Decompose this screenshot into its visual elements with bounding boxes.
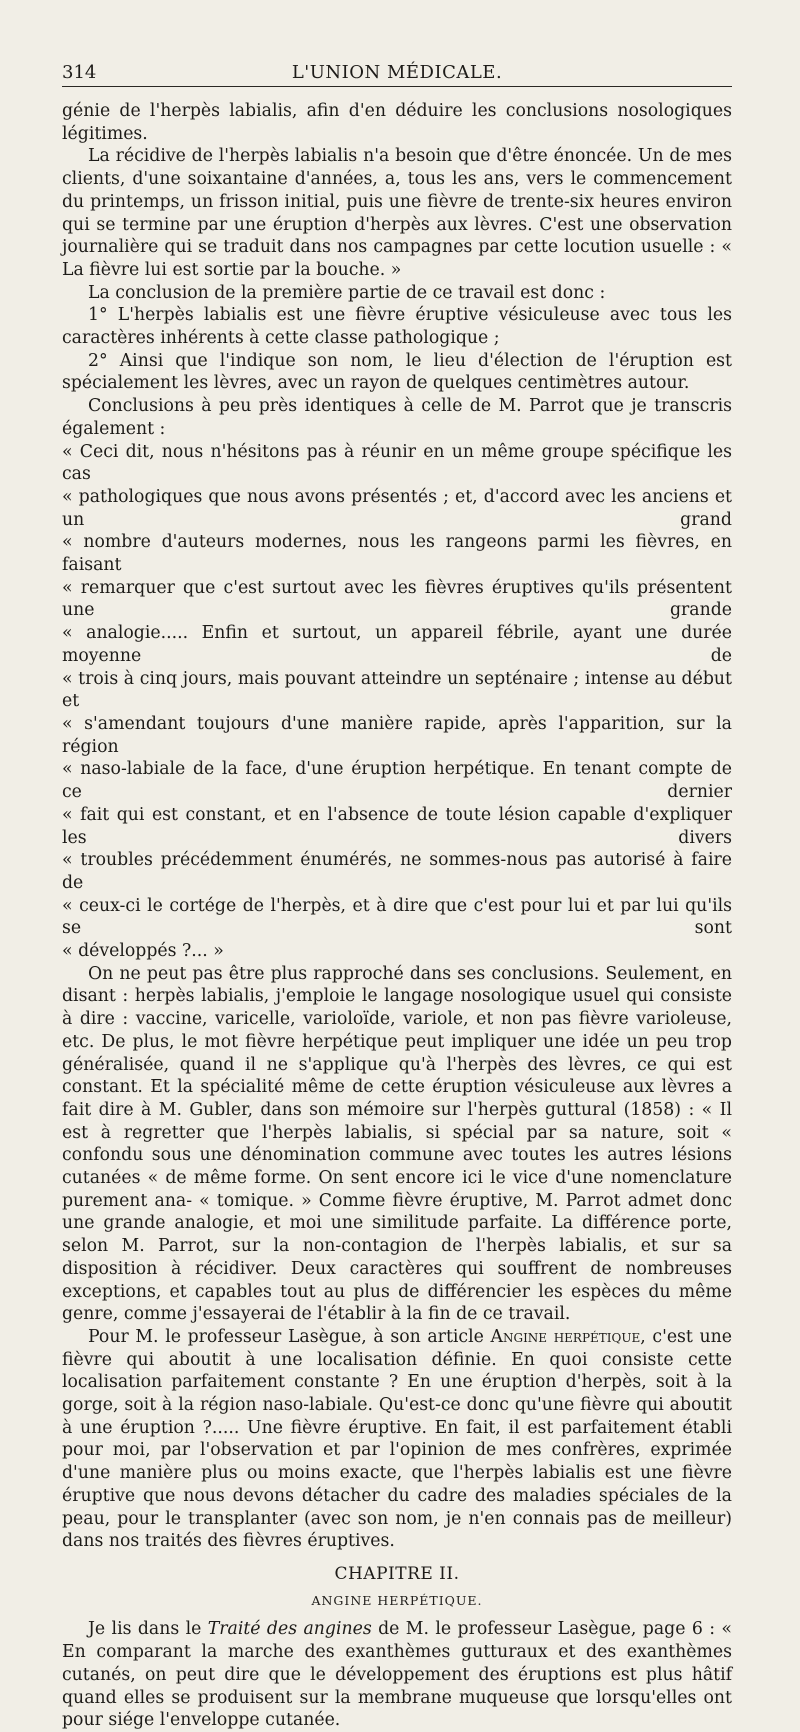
paragraph: On ne peut pas être plus rapproché dans ses conclusions. Seulement, en disant : herpès labialis, j'emploie le langage nosologique usuel qui consiste à dire : vaccine, varicelle, varioloïde, variole, et non pas fièvre varioleuse, etc. De plus, le mot fièvre herpétique peut impliquer une idée un peu trop généralisée, quand il ne s'applique qu'à l'herpès des lèvres, ce qui est constant. Et la spécialité même de cette éruption vésiculeuse aux lèvres a fait dire à M. Gubler, dans son mémoire sur l'herpès guttural (1858) : « Il est à regretter que l'herpès labialis, si spécial par sa nature, soit « confondu sous une dénomination commune avec toutes les autres lésions cutanées « de même forme. On sent encore ici le vice d'une nomenclature purement ana- « tomique. » Comme fièvre éruptive, M. Parrot admet donc une grande analogie, et moi une similitude parfaite. La différence porte, selon M. Parrot, sur la non-contagion de l'herpès labialis, et sur sa disposition à récidiver. Deux caractères qui souffrent de nombreuses exceptions, et capables tout au plus de différencier les espèces du même genre, comme j'essayerai de l'établir à la fin de ce travail. — [62, 963, 732, 1325]
quote-line: « Ceci dit, nous n'hésitons pas à réunir en un même groupe spécifique les cas — [62, 441, 732, 485]
running-title: L'UNION MÉDICALE. — [291, 62, 503, 83]
paragraph: La récidive de l'herpès labialis n'a besoin que d'être énoncée. Un de mes clients, d'une soixantaine d'années, a, tous les ans, vers le commencement du printemps, un frisson initial, puis une fièvre de trente-six heures environ qui se termine par une éruption d'herpès aux lèvres. C'est une observation journalière qui se traduit dans nos campagnes par cette locution usuelle : « La fièvre lui est sortie par la bouche. » — [62, 146, 732, 280]
quote-line: « troubles précédemment énumérés, ne sommes-nous pas autorisé à faire de — [62, 850, 732, 893]
quote-line: « trois à cinq jours, mais pouvant atteindre un septénaire ; intense au début et — [62, 668, 732, 712]
parrot-quotation — [62, 441, 732, 963]
running-header — [62, 58, 732, 87]
quote-line: « analogie..... Enfin et surtout, un appareil fébrile, ayant une durée moyenne de — [62, 623, 732, 666]
chapter-title: CHAPITRE II. — [334, 1564, 460, 1584]
paragraph-final — [62, 1618, 732, 1732]
body-text — [62, 100, 732, 1732]
conclusion-item-1: 1° L'herpès labialis est une fièvre éruptive vésiculeuse avec tous les caractères inhérents à cette classe pathologique ; — [62, 305, 732, 349]
conclusion-item-2: 2° Ainsi que l'indique son nom, le lieu d'élection de l'éruption est spécialement les lèvres, avec un rayon de quelques centimètres autour. — [62, 350, 732, 394]
quote-line: « s'amendant toujours d'une manière rapide, après l'apparition, sur la région — [62, 713, 732, 757]
page-number: 314 — [62, 62, 97, 83]
chapter-subtitle: ANGINE HERPÉTIQUE. — [311, 1592, 483, 1608]
text-run: , c'est une fièvre qui aboutit à une localisation définie. En quoi consiste cette localisation parfaitement constante ? En une éruption d'herpès, soit à la gorge, soit à la région naso-labiale. Qu'est-ce donc qu'une fièvre qui aboutit à une éruption ?..... Une fièvre éruptive. En fait, il est parfaitement établi pour moi, par l'observation et par l'opinion de mes confrères, exprimée d'une manière plus ou moins exacte, que l'herpès labialis est une fièvre éruptive que nous devons détacher du cadre des maladies spéciales de la peau, pour le transplanter (avec son nom, je n'en connais pas de meilleur) dans nos traités des fièvres éruptives. — [62, 1326, 733, 1552]
text-run: de M. le professeur Lasègue, page 6 : « En comparant la marche des exanthèmes gutturaux et des exanthèmes cutanés, on peut dire que le développement des éruptions est plus hâtif quand elles se produisent sur la membrane muqueuse que lorsqu'elles ont pour siége l'enveloppe cutanée. — [62, 1619, 732, 1731]
paragraph: Conclusions à peu près identiques à celle de M. Parrot que je transcris également : — [62, 396, 732, 439]
quote-line: « nombre d'auteurs modernes, nous les rangeons parmi les fièvres, en faisant — [62, 532, 732, 576]
text-run: Je lis dans le — [88, 1619, 208, 1640]
quote-line: « ceux-ci le cortége de l'herpès, et à dire que c'est pour lui et par lui qu'ils se sont — [62, 895, 732, 939]
quote-line: « naso-labiale de la face, d'une éruption herpétique. En tenant compte de ce dernier — [62, 759, 732, 803]
article-title: Angine herpétique — [490, 1326, 641, 1347]
paragraph-lasegue — [62, 1326, 732, 1553]
book-title: Traité des angines — [207, 1619, 372, 1640]
paragraph: La conclusion de la première partie de ce travail est donc : — [88, 282, 606, 303]
quote-line: « fait qui est constant, et en l'absence de toute lésion capable d'expliquer les divers — [62, 804, 732, 848]
quote-line: « pathologiques que nous avons présentés ; et, d'accord avec les anciens et un grand — [62, 486, 732, 530]
quote-line: « remarquer que c'est surtout avec les fièvres éruptives qu'ils présentent une grande — [62, 577, 732, 621]
text-run: Pour M. le professeur Lasègue, à son article — [88, 1326, 491, 1347]
paragraph: génie de l'herpès labialis, afin d'en déduire les conclusions nosologiques légitimes. — [62, 101, 732, 144]
quote-line: « développés ?... » — [62, 941, 224, 962]
